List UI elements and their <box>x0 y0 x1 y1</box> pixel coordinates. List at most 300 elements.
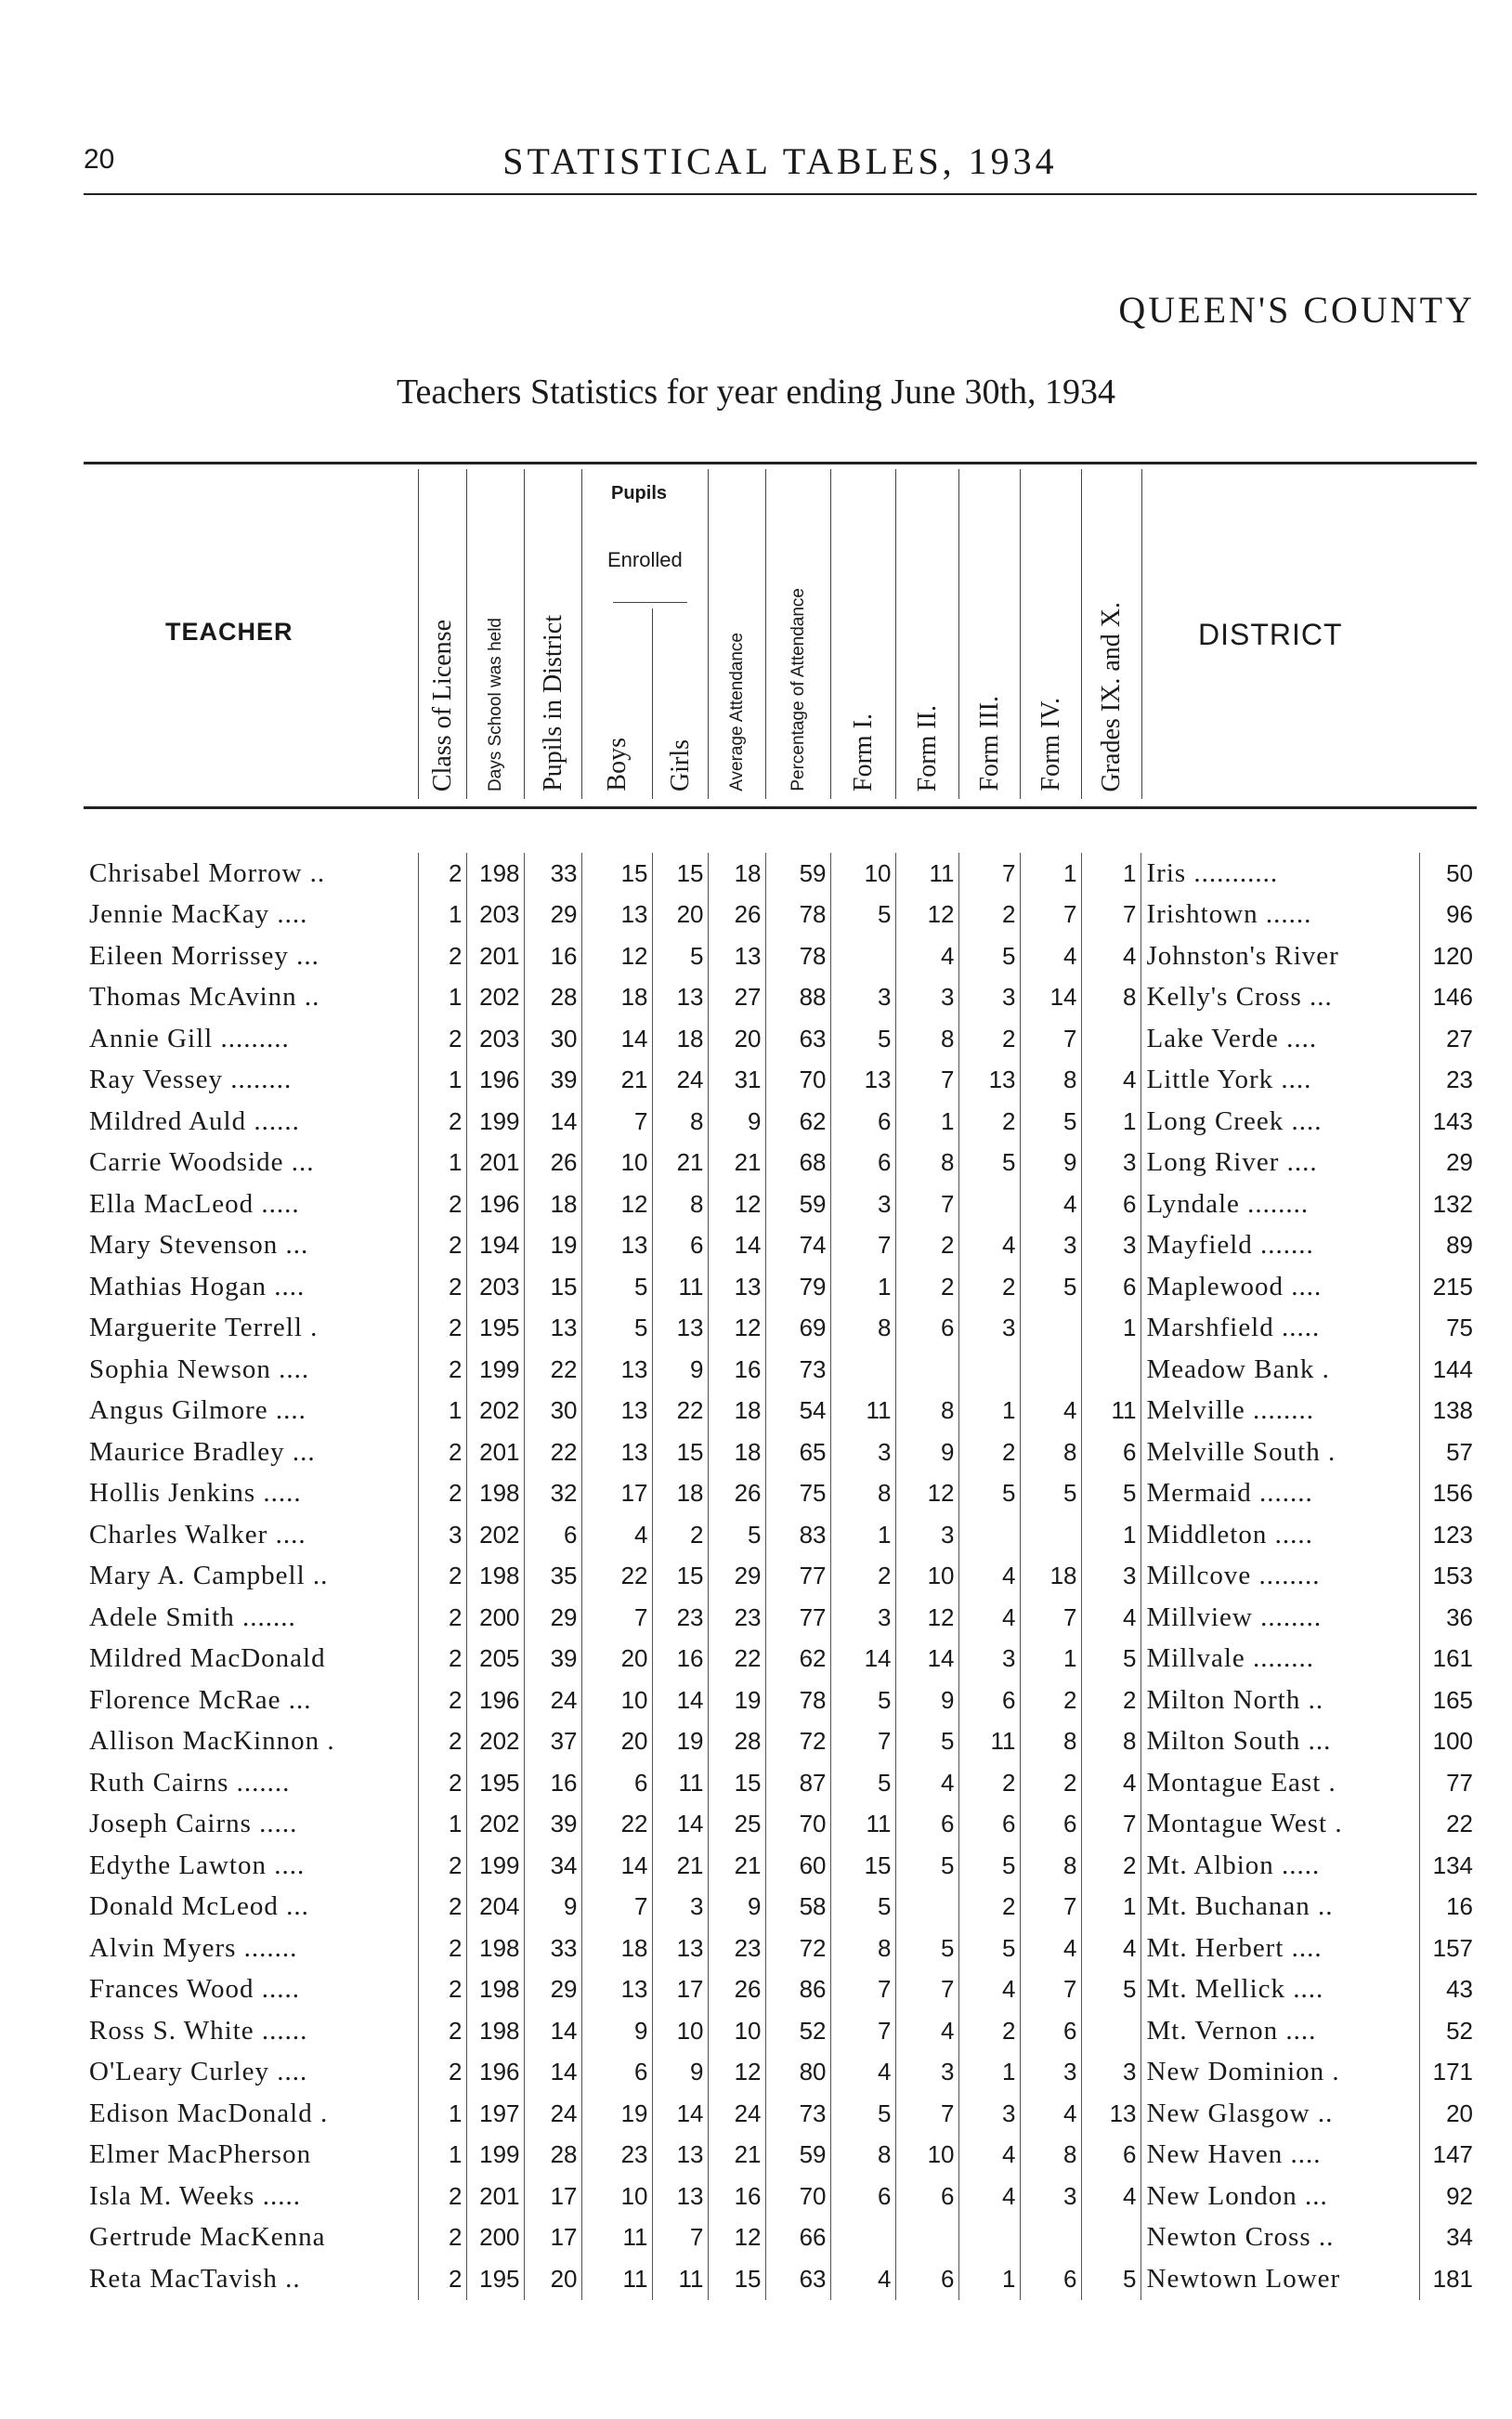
percentage-attendance: 63 <box>765 2258 830 2300</box>
form2-count <box>895 1349 958 1391</box>
girls-enrolled: 2 <box>652 1514 708 1556</box>
district-name: Kelly's Cross ... <box>1141 977 1419 1019</box>
percentage-attendance: 63 <box>765 1018 830 1060</box>
license-class: 2 <box>418 1308 466 1350</box>
district-number: 144 <box>1419 1349 1477 1391</box>
district-number: 138 <box>1419 1391 1477 1432</box>
table-row <box>84 1721 1477 1763</box>
girls-enrolled: 14 <box>652 1804 708 1846</box>
days-column-header <box>466 469 525 799</box>
table-row <box>84 1928 1477 1969</box>
boys-enrolled: 11 <box>581 2217 652 2259</box>
average-attendance: 15 <box>708 1762 765 1804</box>
grades-ix-x-count: 1 <box>1081 1514 1141 1556</box>
table-row <box>84 1514 1477 1556</box>
district-name: Montague East . <box>1141 1762 1419 1804</box>
form3-count: 13 <box>958 1060 1020 1102</box>
pupils-in-district: 18 <box>524 1183 581 1225</box>
grades-ix-x-count: 3 <box>1081 1225 1141 1267</box>
days-held: 199 <box>466 1101 524 1143</box>
form4-count <box>1020 2217 1081 2259</box>
grades-ix-x-count <box>1081 2217 1141 2259</box>
form2-count: 6 <box>895 2258 958 2300</box>
table-row <box>84 2217 1477 2259</box>
girls-enrolled: 6 <box>652 1225 708 1267</box>
teacher-name: Edythe Lawton .... <box>89 1850 306 1880</box>
days-held: 194 <box>466 1225 524 1267</box>
days-held: 203 <box>466 1266 524 1308</box>
license-class: 2 <box>418 1887 466 1929</box>
grades-ix-x-count <box>1081 1018 1141 1060</box>
teacher-name: O'Leary Curley .... <box>89 2057 308 2087</box>
teacher-name: Isla M. Weeks ..... <box>89 2180 301 2211</box>
grades-ix-x-count: 6 <box>1081 2135 1141 2177</box>
grades-ix-x-count: 4 <box>1081 935 1141 977</box>
form1-count: 5 <box>830 1018 895 1060</box>
days-held: 198 <box>466 1473 524 1515</box>
teacher-name: Charles Walker .... <box>89 1519 306 1549</box>
average-attendance: 9 <box>708 1887 765 1929</box>
pupils-in-district: 16 <box>524 1762 581 1804</box>
table-row <box>84 1391 1477 1432</box>
percentage-attendance: 59 <box>765 2135 830 2177</box>
table-row <box>84 1101 1477 1143</box>
form3-count: 4 <box>958 2135 1020 2177</box>
form1-count <box>830 935 895 977</box>
form4-count: 4 <box>1020 2093 1081 2135</box>
pupils-group-header: Pupils <box>611 483 668 503</box>
pupils-in-district: 29 <box>524 895 581 936</box>
days-held: 196 <box>466 1183 524 1225</box>
percentage-attendance: 72 <box>765 1928 830 1969</box>
boys-enrolled: 19 <box>581 2093 652 2135</box>
form3-count: 2 <box>958 1101 1020 1143</box>
average-attendance: 20 <box>708 1018 765 1060</box>
form3-count: 2 <box>958 1762 1020 1804</box>
pupils-district-header-label: Pupils in District <box>539 615 567 791</box>
page-number: 20 <box>84 144 115 175</box>
form1-count: 8 <box>830 1473 895 1515</box>
table-row <box>84 2052 1477 2094</box>
average-attendance: 26 <box>708 1473 765 1515</box>
form2-count: 9 <box>895 1680 958 1721</box>
teacher-name: Ray Vessey ........ <box>89 1065 293 1095</box>
form2-count: 3 <box>895 977 958 1019</box>
form1-count: 11 <box>830 1804 895 1846</box>
teachers-statistics-table <box>84 853 1477 2300</box>
pupils-in-district: 30 <box>524 1391 581 1432</box>
days-held: 198 <box>466 853 524 895</box>
table-row <box>84 2258 1477 2300</box>
pupils-in-district: 24 <box>524 2093 581 2135</box>
form3-count <box>958 2217 1020 2259</box>
teacher-name: Mary A. Campbell .. <box>89 1561 329 1591</box>
table-row <box>84 1762 1477 1804</box>
teacher-name: Mathias Hogan .... <box>89 1271 306 1301</box>
teacher-name: Florence McRae ... <box>89 1684 312 1715</box>
teacher-name: Allison MacKinnon . <box>89 1726 335 1757</box>
form3-count: 4 <box>958 2176 1020 2217</box>
district-name: Milton North .. <box>1141 1680 1419 1721</box>
district-name: Millview ........ <box>1141 1597 1419 1639</box>
district-number: 146 <box>1419 977 1477 1019</box>
average-attendance: 13 <box>708 1266 765 1308</box>
teacher-name: Maurice Bradley ... <box>89 1436 316 1467</box>
boys-enrolled: 13 <box>581 895 652 936</box>
percentage-attendance: 86 <box>765 1969 830 2011</box>
license-class: 1 <box>418 1391 466 1432</box>
district-name: Mt. Herbert .... <box>1141 1928 1419 1969</box>
form1-count: 13 <box>830 1060 895 1102</box>
pupils-in-district: 33 <box>524 1928 581 1969</box>
pupils-in-district: 14 <box>524 1101 581 1143</box>
form1-count: 14 <box>830 1639 895 1680</box>
license-class: 1 <box>418 1804 466 1846</box>
form3-count <box>958 1514 1020 1556</box>
form4-count: 5 <box>1020 1266 1081 1308</box>
form2-column-header <box>895 469 959 799</box>
form3-count: 3 <box>958 977 1020 1019</box>
days-held: 203 <box>466 895 524 936</box>
license-class: 2 <box>418 1266 466 1308</box>
form3-count <box>958 1349 1020 1391</box>
form3-count: 4 <box>958 1597 1020 1639</box>
form3-count <box>958 1183 1020 1225</box>
form2-count: 6 <box>895 1804 958 1846</box>
grades-ix-x-count: 5 <box>1081 1473 1141 1515</box>
average-attendance: 13 <box>708 935 765 977</box>
boys-enrolled: 7 <box>581 1101 652 1143</box>
form3-count: 2 <box>958 2010 1020 2052</box>
table-row <box>84 2010 1477 2052</box>
teacher-name: Mary Stevenson ... <box>89 1230 309 1261</box>
pupils-in-district: 39 <box>524 1060 581 1102</box>
license-class: 2 <box>418 2217 466 2259</box>
license-class: 2 <box>418 935 466 977</box>
license-class: 2 <box>418 1101 466 1143</box>
teacher-name: Eileen Morrissey ... <box>89 940 319 971</box>
form1-count: 4 <box>830 2258 895 2300</box>
girls-enrolled: 18 <box>652 1018 708 1060</box>
teacher-name: Ross S. White ...... <box>89 2015 308 2046</box>
pupils-in-district: 29 <box>524 1969 581 2011</box>
days-held: 202 <box>466 1721 524 1763</box>
district-name: Meadow Bank . <box>1141 1349 1419 1391</box>
grades-ix-x-count: 4 <box>1081 1060 1141 1102</box>
form3-count: 3 <box>958 1639 1020 1680</box>
grades-ix-x-count: 7 <box>1081 1804 1141 1846</box>
form4-count: 3 <box>1020 2176 1081 2217</box>
days-header-label: Days School was held <box>486 618 505 791</box>
grades-column-header <box>1081 469 1142 799</box>
boys-header-label: Boys <box>603 738 632 791</box>
form4-count: 7 <box>1020 1018 1081 1060</box>
percentage-attendance: 73 <box>765 2093 830 2135</box>
license-class: 2 <box>418 2176 466 2217</box>
girls-enrolled: 23 <box>652 1597 708 1639</box>
percentage-attendance: 62 <box>765 1639 830 1680</box>
average-attendance: 14 <box>708 1225 765 1267</box>
days-held: 204 <box>466 1887 524 1929</box>
girls-enrolled: 9 <box>652 1349 708 1391</box>
girls-enrolled: 18 <box>652 1473 708 1515</box>
form4-count: 14 <box>1020 977 1081 1019</box>
license-class: 2 <box>418 1845 466 1887</box>
boys-enrolled: 18 <box>581 977 652 1019</box>
table-row <box>84 1432 1477 1473</box>
form2-count: 8 <box>895 1018 958 1060</box>
boys-enrolled: 14 <box>581 1018 652 1060</box>
form3-count: 6 <box>958 1680 1020 1721</box>
form1-count: 6 <box>830 1143 895 1184</box>
grades-ix-x-count: 1 <box>1081 853 1141 895</box>
form4-count: 4 <box>1020 1183 1081 1225</box>
form1-count: 5 <box>830 1680 895 1721</box>
pupils-in-district: 22 <box>524 1349 581 1391</box>
district-number: 132 <box>1419 1183 1477 1225</box>
form1-count: 6 <box>830 2176 895 2217</box>
days-held: 196 <box>466 1680 524 1721</box>
girls-enrolled: 11 <box>652 2258 708 2300</box>
district-name: Lyndale ........ <box>1141 1183 1419 1225</box>
pupils-in-district: 29 <box>524 1597 581 1639</box>
boys-enrolled: 14 <box>581 1845 652 1887</box>
district-number: 92 <box>1419 2176 1477 2217</box>
boys-enrolled: 13 <box>581 1391 652 1432</box>
girls-enrolled: 13 <box>652 2135 708 2177</box>
boys-enrolled: 13 <box>581 1969 652 2011</box>
form2-count: 3 <box>895 1514 958 1556</box>
boys-enrolled: 7 <box>581 1597 652 1639</box>
boys-enrolled: 5 <box>581 1266 652 1308</box>
average-attendance: 18 <box>708 853 765 895</box>
form3-count: 5 <box>958 1473 1020 1515</box>
grades-ix-x-count: 3 <box>1081 2052 1141 2094</box>
form1-count: 3 <box>830 1597 895 1639</box>
license-class: 2 <box>418 1969 466 2011</box>
boys-enrolled: 20 <box>581 1639 652 1680</box>
form4-count: 8 <box>1020 1845 1081 1887</box>
table-row <box>84 1183 1477 1225</box>
grades-ix-x-count: 3 <box>1081 1143 1141 1184</box>
form2-count: 14 <box>895 1639 958 1680</box>
form4-count <box>1020 1514 1081 1556</box>
district-number: 36 <box>1419 1597 1477 1639</box>
license-class: 2 <box>418 1762 466 1804</box>
table-row <box>84 1556 1477 1598</box>
girls-enrolled: 8 <box>652 1183 708 1225</box>
pupils-in-district: 39 <box>524 1804 581 1846</box>
percentage-attendance: 78 <box>765 1680 830 1721</box>
teacher-name: Angus Gilmore .... <box>89 1395 306 1426</box>
form4-count: 7 <box>1020 895 1081 936</box>
table-row <box>84 977 1477 1019</box>
pupils-in-district: 14 <box>524 2052 581 2094</box>
form4-count <box>1020 1349 1081 1391</box>
table-row <box>84 853 1477 895</box>
percentage-attendance: 66 <box>765 2217 830 2259</box>
teacher-name: Carrie Woodside ... <box>89 1147 315 1178</box>
percentage-attendance: 59 <box>765 853 830 895</box>
table-row <box>84 2176 1477 2217</box>
district-name: Millcove ........ <box>1141 1556 1419 1598</box>
pupils-in-district: 26 <box>524 1143 581 1184</box>
form3-count: 2 <box>958 1887 1020 1929</box>
form2-count: 9 <box>895 1432 958 1473</box>
district-number: 16 <box>1419 1887 1477 1929</box>
form3-count: 11 <box>958 1721 1020 1763</box>
district-number: 156 <box>1419 1473 1477 1515</box>
form1-count: 5 <box>830 2093 895 2135</box>
days-held: 198 <box>466 1969 524 2011</box>
form3-count: 3 <box>958 2093 1020 2135</box>
form3-count: 2 <box>958 1018 1020 1060</box>
form3-count: 1 <box>958 2258 1020 2300</box>
percentage-attendance: 77 <box>765 1556 830 1598</box>
avg-attendance-column-header <box>708 469 766 799</box>
form2-count: 6 <box>895 2176 958 2217</box>
teacher-name: Mildred MacDonald <box>89 1643 326 1674</box>
district-number: 143 <box>1419 1101 1477 1143</box>
form1-count: 6 <box>830 1101 895 1143</box>
average-attendance: 21 <box>708 2135 765 2177</box>
form3-count: 2 <box>958 1266 1020 1308</box>
boys-enrolled: 18 <box>581 1928 652 1969</box>
average-attendance: 21 <box>708 1143 765 1184</box>
form3-count: 6 <box>958 1804 1020 1846</box>
district-number: 96 <box>1419 895 1477 936</box>
average-attendance: 28 <box>708 1721 765 1763</box>
table-row <box>84 1804 1477 1846</box>
percentage-attendance: 80 <box>765 2052 830 2094</box>
district-number: 22 <box>1419 1804 1477 1846</box>
table-row <box>84 1969 1477 2011</box>
grades-ix-x-count: 11 <box>1081 1391 1141 1432</box>
license-class: 1 <box>418 895 466 936</box>
form2-count: 6 <box>895 1308 958 1350</box>
percentage-attendance: 77 <box>765 1597 830 1639</box>
percentage-attendance: 60 <box>765 1845 830 1887</box>
teacher-name: Sophia Newson .... <box>89 1353 310 1384</box>
license-class: 2 <box>418 853 466 895</box>
form1-count: 2 <box>830 1556 895 1598</box>
form2-count: 5 <box>895 1721 958 1763</box>
pupils-in-district: 28 <box>524 977 581 1019</box>
district-number: 77 <box>1419 1762 1477 1804</box>
district-number: 181 <box>1419 2258 1477 2300</box>
license-class: 2 <box>418 1349 466 1391</box>
girls-enrolled: 8 <box>652 1101 708 1143</box>
table-row <box>84 2093 1477 2135</box>
days-held: 196 <box>466 1060 524 1102</box>
pupils-in-district: 13 <box>524 1308 581 1350</box>
form1-count: 4 <box>830 2052 895 2094</box>
grades-ix-x-count: 4 <box>1081 1597 1141 1639</box>
days-held: 195 <box>466 2258 524 2300</box>
district-name: Melville ........ <box>1141 1391 1419 1432</box>
girls-enrolled: 5 <box>652 935 708 977</box>
form4-count: 9 <box>1020 1143 1081 1184</box>
boys-enrolled: 21 <box>581 1060 652 1102</box>
form1-count: 5 <box>830 1887 895 1929</box>
days-held: 199 <box>466 2135 524 2177</box>
days-held: 201 <box>466 1432 524 1473</box>
district-number: 50 <box>1419 853 1477 895</box>
boys-enrolled: 10 <box>581 1680 652 1721</box>
percentage-attendance: 52 <box>765 2010 830 2052</box>
days-held: 199 <box>466 1349 524 1391</box>
form4-count: 6 <box>1020 2258 1081 2300</box>
form2-count: 7 <box>895 1969 958 2011</box>
license-class: 2 <box>418 1473 466 1515</box>
pupils-in-district: 32 <box>524 1473 581 1515</box>
district-number: 171 <box>1419 2052 1477 2094</box>
days-held: 199 <box>466 1845 524 1887</box>
form1-count: 7 <box>830 1225 895 1267</box>
percentage-attendance: 83 <box>765 1514 830 1556</box>
district-name: Lake Verde .... <box>1141 1018 1419 1060</box>
table-row <box>84 1680 1477 1721</box>
form4-count: 3 <box>1020 1225 1081 1267</box>
form3-count: 5 <box>958 1845 1020 1887</box>
teacher-name: Donald McLeod ... <box>89 1891 309 1922</box>
days-held: 200 <box>466 2217 524 2259</box>
district-number: 134 <box>1419 1845 1477 1887</box>
form1-count: 8 <box>830 2135 895 2177</box>
form3-column-header <box>958 469 1021 799</box>
days-held: 201 <box>466 2176 524 2217</box>
table-row <box>84 1845 1477 1887</box>
percentage-attendance: 72 <box>765 1721 830 1763</box>
average-attendance: 24 <box>708 2093 765 2135</box>
table-row <box>84 1639 1477 1680</box>
form4-count: 3 <box>1020 2052 1081 2094</box>
table-row <box>84 1143 1477 1184</box>
form2-count: 11 <box>895 853 958 895</box>
district-number: 34 <box>1419 2217 1477 2259</box>
grades-ix-x-count: 2 <box>1081 1680 1141 1721</box>
boys-enrolled: 7 <box>581 1887 652 1929</box>
district-number: 157 <box>1419 1928 1477 1969</box>
percentage-attendance: 69 <box>765 1308 830 1350</box>
pupils-district-column-header <box>524 469 582 799</box>
pupils-in-district: 9 <box>524 1887 581 1929</box>
days-held: 201 <box>466 1143 524 1184</box>
days-held: 203 <box>466 1018 524 1060</box>
teacher-name: Thomas McAvinn .. <box>89 982 320 1013</box>
district-name: New London ... <box>1141 2176 1419 2217</box>
table-subtitle: Teachers Statistics for year ending June 30th, 1934 <box>396 373 1116 412</box>
grades-ix-x-count: 6 <box>1081 1432 1141 1473</box>
boys-enrolled: 5 <box>581 1308 652 1350</box>
license-class: 2 <box>418 1928 466 1969</box>
form2-count: 7 <box>895 2093 958 2135</box>
district-name: Irishtown ...... <box>1141 895 1419 936</box>
district-name: New Glasgow .. <box>1141 2093 1419 2135</box>
grades-ix-x-count: 7 <box>1081 895 1141 936</box>
form2-count: 12 <box>895 1597 958 1639</box>
grades-ix-x-count: 1 <box>1081 1308 1141 1350</box>
percentage-attendance: 75 <box>765 1473 830 1515</box>
district-name: Maplewood .... <box>1141 1266 1419 1308</box>
average-attendance: 23 <box>708 1597 765 1639</box>
boys-enrolled: 13 <box>581 1225 652 1267</box>
form3-count: 5 <box>958 1928 1020 1969</box>
district-column-header: DISTRICT <box>1198 618 1343 651</box>
district-name: Mt. Buchanan .. <box>1141 1887 1419 1929</box>
boys-enrolled: 20 <box>581 1721 652 1763</box>
form4-count: 4 <box>1020 1391 1081 1432</box>
